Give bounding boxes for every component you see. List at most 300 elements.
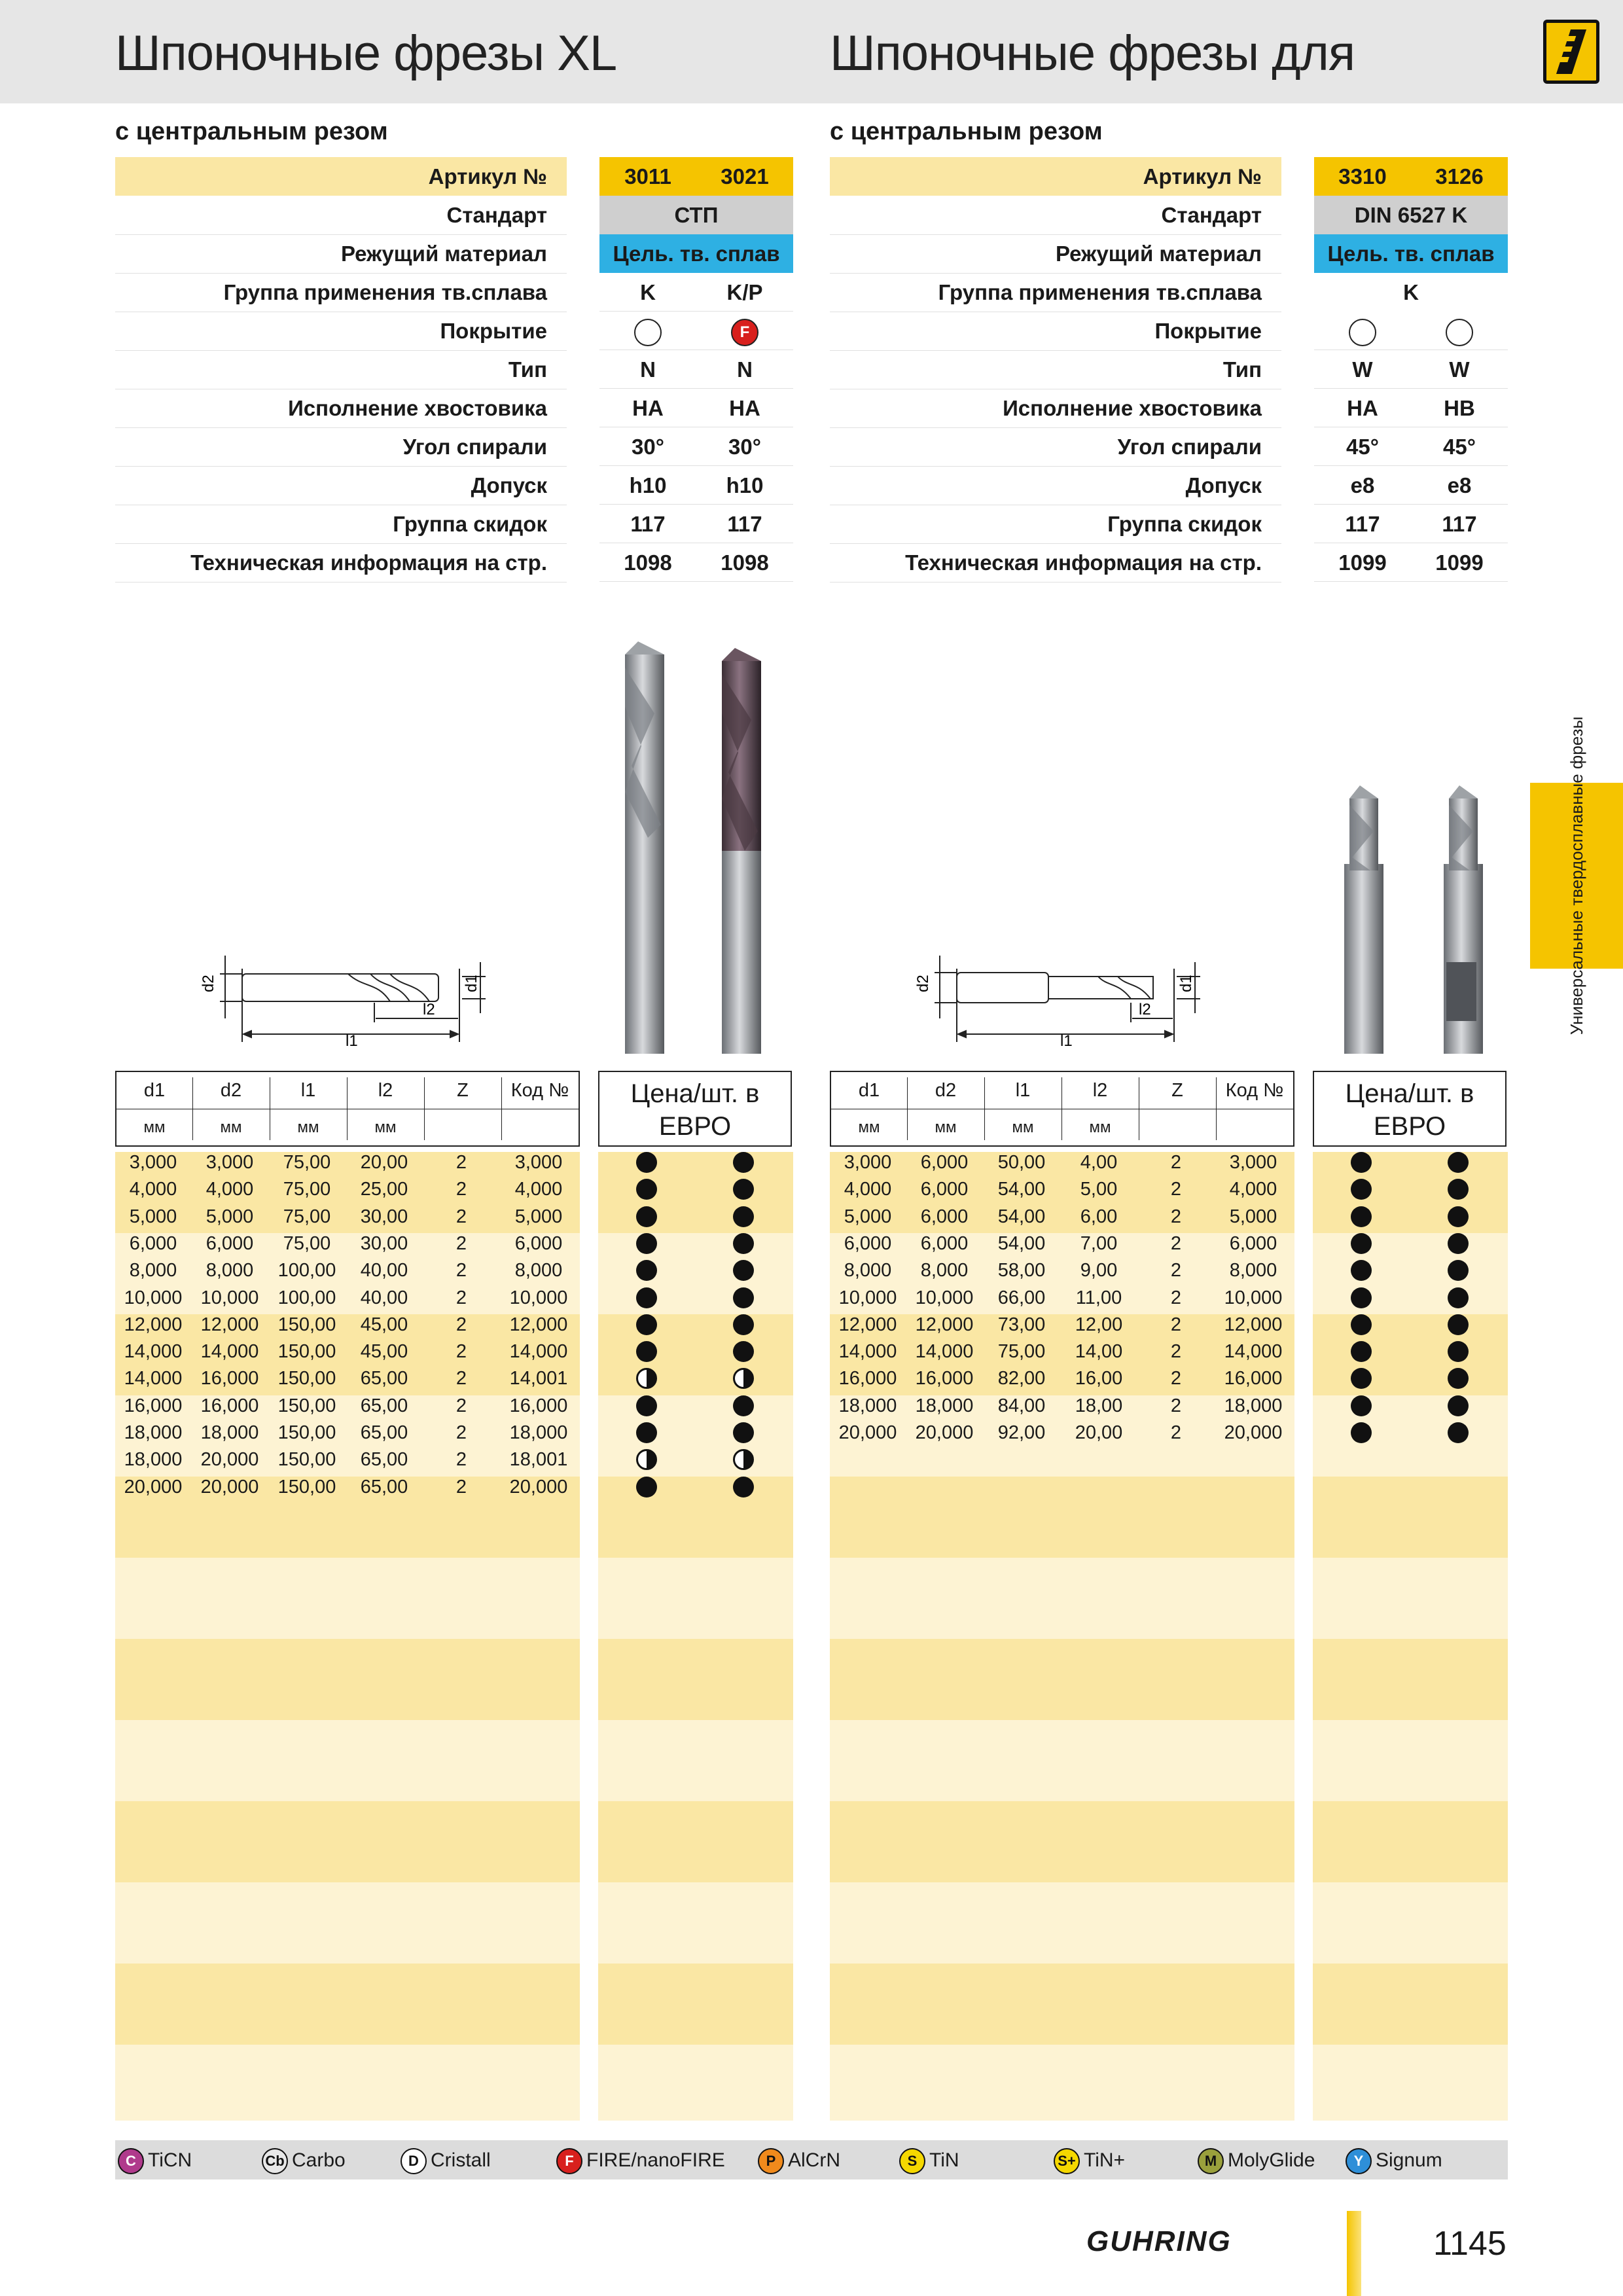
spec-row-material (830, 234, 1508, 273)
legend-label: TiCN (148, 2149, 192, 2171)
cell-z: 2 (1170, 1260, 1182, 1282)
availability-stock-icon (1351, 1422, 1372, 1443)
table-row[interactable] (830, 1365, 1294, 1392)
legend-label: FIRE/nanoFIRE (586, 2149, 725, 2171)
cell-d1: 14,000 (838, 1341, 897, 1363)
helix-value: 30° (696, 427, 793, 466)
drawing-label-l2: l2 (423, 1001, 435, 1018)
brand-logo-text: GUHRING (1086, 2225, 1232, 2257)
cell-z: 2 (455, 1152, 467, 1173)
legend-item (401, 2147, 491, 2174)
type-value: W (1314, 350, 1411, 389)
cell-z: 2 (455, 1341, 467, 1363)
spec-label: Группа скидок (830, 505, 1281, 544)
coating-ticn-icon: C (118, 2148, 144, 2174)
cell-d2: 20,000 (200, 1476, 259, 1498)
cell-d2: 10,000 (915, 1287, 974, 1308)
spec-row-tolerance (830, 466, 1508, 505)
spec-label: Стандарт (115, 196, 567, 235)
cell-d1: 6,000 (844, 1232, 892, 1254)
availability-stock-icon (733, 1233, 754, 1254)
availability-stock-icon (1351, 1314, 1372, 1335)
table-row[interactable] (115, 1338, 580, 1365)
cell-d2: 16,000 (200, 1368, 259, 1390)
article-number[interactable]: 3011 (599, 157, 696, 196)
cell-d2: 18,000 (915, 1395, 974, 1416)
table-row[interactable] (115, 1420, 580, 1446)
cell-d1: 14,000 (124, 1368, 183, 1390)
table-row[interactable] (115, 1365, 580, 1392)
cell-l1: 150,00 (277, 1341, 336, 1363)
unit-mm: мм (831, 1109, 907, 1146)
legend-item (758, 2147, 840, 2174)
appgroup-value: K/P (696, 273, 793, 312)
dimension-table-header-right (830, 1071, 1294, 1147)
unit-mm: мм (984, 1109, 1061, 1146)
table-row[interactable] (115, 1446, 580, 1473)
cell-d1: 20,000 (838, 1422, 897, 1443)
spec-label: Исполнение хвостовика (830, 389, 1281, 428)
cell-l2: 12,00 (1075, 1314, 1123, 1335)
cell-l2: 16,00 (1075, 1368, 1123, 1390)
spec-row-techpage (830, 543, 1508, 582)
availability-stock-icon (733, 1260, 754, 1281)
col-divider (907, 1077, 908, 1140)
unit-mm: мм (192, 1109, 270, 1146)
spec-label: Исполнение хвостовика (115, 389, 567, 428)
cell-z: 2 (455, 1476, 467, 1498)
cell-z: 2 (1170, 1368, 1182, 1390)
availability-stock-icon (733, 1395, 754, 1416)
type-value: N (599, 350, 696, 389)
legend-label: AlCrN (788, 2149, 840, 2171)
spec-label: Техническая информация на стр. (115, 543, 567, 583)
cell-d2: 18,000 (200, 1422, 259, 1443)
page-number: 1145 (1433, 2225, 1507, 2263)
unit-mm: мм (1061, 1109, 1139, 1146)
cell-d1: 10,000 (124, 1287, 183, 1308)
category-side-tab[interactable] (1530, 716, 1623, 1035)
cell-l1: 75,00 (283, 1206, 331, 1227)
cell-l1: 150,00 (277, 1368, 336, 1390)
cell-code: 3,000 (1229, 1152, 1277, 1173)
cell-d2: 16,000 (915, 1368, 974, 1390)
coating-cristall-icon: D (401, 2148, 427, 2174)
cell-l1: 75,00 (997, 1341, 1046, 1363)
cell-l2: 65,00 (360, 1368, 408, 1390)
cell-code: 14,000 (1224, 1341, 1283, 1363)
unit-mm: мм (116, 1109, 192, 1146)
cell-z: 2 (455, 1287, 467, 1308)
cell-z: 2 (1170, 1422, 1182, 1443)
cell-l2: 14,00 (1075, 1341, 1123, 1363)
table-row[interactable] (115, 1474, 580, 1501)
cell-code: 16,000 (509, 1395, 568, 1416)
availability-stock-icon (1351, 1152, 1372, 1173)
availability-stock-icon (1351, 1206, 1372, 1227)
drawing-label-d2: d2 (200, 975, 217, 992)
cell-d1: 3,000 (844, 1152, 892, 1173)
table-row[interactable] (115, 1393, 580, 1420)
col-header-z: Z (457, 1080, 469, 1101)
tolerance-value: e8 (1314, 466, 1411, 505)
cell-d2: 20,000 (915, 1422, 974, 1443)
cell-d1: 16,000 (124, 1395, 183, 1416)
cell-z: 2 (455, 1395, 467, 1416)
table-row[interactable] (830, 1420, 1294, 1446)
cell-z: 2 (455, 1179, 467, 1200)
cell-l2: 4,00 (1080, 1152, 1118, 1173)
spec-row-helix (830, 427, 1508, 466)
drawing-label-d1: d1 (463, 975, 480, 992)
cell-d1: 5,000 (129, 1206, 177, 1227)
legend-item (899, 2147, 959, 2174)
table-row[interactable] (830, 1176, 1294, 1203)
table-row[interactable] (830, 1257, 1294, 1284)
cell-l2: 9,00 (1080, 1260, 1118, 1282)
coating-firenanofire-icon: F (556, 2148, 582, 2174)
shank-value: HA (599, 389, 696, 427)
availability-stock-icon (1448, 1314, 1469, 1335)
coating-signum-icon: Y (1346, 2148, 1372, 2174)
col-header-d2: d2 (220, 1080, 242, 1101)
coating-tin-icon: S (899, 2148, 925, 2174)
cell-l2: 20,00 (360, 1152, 408, 1173)
cell-l2: 25,00 (360, 1179, 408, 1200)
cell-l1: 50,00 (997, 1152, 1046, 1173)
availability-stock-icon (1351, 1287, 1372, 1308)
subtitle-right: с центральным резом (830, 118, 1103, 145)
availability-stock-icon (636, 1477, 657, 1498)
table-row[interactable] (830, 1149, 1294, 1176)
legend-item (556, 2147, 725, 2174)
legend-label: Carbo (292, 2149, 346, 2171)
cell-z: 2 (455, 1422, 467, 1443)
cell-d2: 3,000 (205, 1152, 254, 1173)
cell-z: 2 (455, 1206, 467, 1227)
cell-code: 14,000 (509, 1341, 568, 1363)
cell-code: 18,001 (509, 1449, 568, 1471)
cell-code: 18,000 (1224, 1395, 1283, 1416)
cell-z: 2 (1170, 1179, 1182, 1200)
cell-d1: 10,000 (838, 1287, 897, 1308)
cell-l2: 7,00 (1080, 1232, 1118, 1254)
cell-d2: 20,000 (200, 1449, 259, 1471)
cell-code: 6,000 (514, 1232, 563, 1254)
cell-code: 5,000 (1229, 1206, 1277, 1227)
availability-stock-icon (733, 1314, 754, 1335)
availability-stock-icon (1351, 1341, 1372, 1362)
cell-d2: 5,000 (205, 1206, 254, 1227)
cell-z: 2 (1170, 1287, 1182, 1308)
appgroup-value: K (1403, 280, 1419, 304)
table-row[interactable] (830, 1204, 1294, 1230)
spec-row-article (830, 157, 1508, 196)
cell-z: 2 (1170, 1206, 1182, 1227)
table-row[interactable] (115, 1204, 580, 1230)
spec-label: Покрытие (115, 312, 567, 351)
tool-photo-uncoated (615, 641, 674, 1054)
cell-l1: 54,00 (997, 1179, 1046, 1200)
cell-code: 20,000 (509, 1476, 568, 1498)
discount-value: 117 (1411, 505, 1508, 543)
spec-label: Группа применения тв.сплава (830, 273, 1281, 312)
coating-value (1411, 312, 1508, 350)
cell-l1: 73,00 (997, 1314, 1046, 1335)
availability-stock-icon (733, 1341, 754, 1362)
legend-label: TiN (929, 2149, 959, 2171)
cell-d2: 6,000 (920, 1206, 969, 1227)
cell-l2: 45,00 (360, 1314, 408, 1335)
cell-l1: 150,00 (277, 1395, 336, 1416)
table-row[interactable] (115, 1257, 580, 1284)
coating-value (1314, 312, 1411, 350)
spec-row-standard (830, 196, 1508, 234)
availability-stock-icon (1351, 1260, 1372, 1281)
spec-label: Группа применения тв.сплава (115, 273, 567, 312)
availability-stock-icon (1448, 1233, 1469, 1254)
table-row[interactable] (830, 1312, 1294, 1338)
cell-d2: 6,000 (920, 1179, 969, 1200)
availability-stock-icon (733, 1477, 754, 1498)
spec-label: Угол спирали (830, 427, 1281, 467)
cell-l2: 5,00 (1080, 1179, 1118, 1200)
cell-l1: 150,00 (277, 1476, 336, 1498)
material-value: Цель. тв. сплав (599, 234, 793, 273)
table-row[interactable] (830, 1230, 1294, 1257)
cell-d1: 16,000 (838, 1368, 897, 1390)
availability-stock-icon (733, 1287, 754, 1308)
cell-d1: 5,000 (844, 1206, 892, 1227)
cell-z: 2 (455, 1368, 467, 1390)
spec-label: Угол спирали (115, 427, 567, 467)
availability-stock-icon (636, 1206, 657, 1227)
cell-l2: 40,00 (360, 1287, 408, 1308)
drawing-label-l2: l2 (1139, 1001, 1151, 1018)
spec-table-right (830, 157, 1508, 582)
availability-stock-icon (636, 1314, 657, 1335)
cell-d2: 8,000 (920, 1260, 969, 1282)
cell-d1: 18,000 (124, 1422, 183, 1443)
techpage-link[interactable]: 1098 (696, 543, 793, 582)
spec-row-helix (115, 427, 793, 466)
cell-l1: 66,00 (997, 1287, 1046, 1308)
cell-l2: 65,00 (360, 1422, 408, 1443)
coating-tin+-icon: S+ (1054, 2148, 1080, 2174)
footer-stripe (1347, 2211, 1361, 2296)
price-header-right: Цена/шт. в ЕВРО (1313, 1071, 1507, 1147)
uncoated-icon (1349, 319, 1376, 346)
cell-l1: 75,00 (283, 1152, 331, 1173)
shank-value: HA (1314, 389, 1411, 427)
type-value: N (696, 350, 793, 389)
discount-value: 117 (599, 505, 696, 543)
table-row[interactable] (115, 1312, 580, 1338)
spec-label: Группа скидок (115, 505, 567, 544)
cell-l1: 100,00 (277, 1260, 336, 1282)
availability-stock-icon (1448, 1287, 1469, 1308)
availability-stock-icon (636, 1422, 657, 1443)
unit-mm: мм (347, 1109, 424, 1146)
legend-label: MolyGlide (1228, 2149, 1315, 2171)
drawing-label-l1: l1 (346, 1032, 358, 1050)
cell-z: 2 (455, 1314, 467, 1335)
legend-label: Cristall (431, 2149, 491, 2171)
cell-d1: 18,000 (838, 1395, 897, 1416)
col-header-d1: d1 (858, 1080, 880, 1101)
cell-code: 16,000 (1224, 1368, 1283, 1390)
availability-stock-icon (733, 1422, 754, 1443)
techpage-link[interactable]: 1099 (1411, 543, 1508, 582)
cell-z: 2 (1170, 1152, 1182, 1173)
page-title-left: Шпоночные фрезы XL (115, 26, 617, 81)
tolerance-value: e8 (1411, 466, 1508, 505)
spec-label: Тип (830, 350, 1281, 389)
availability-stock-icon (1448, 1422, 1469, 1443)
cell-l2: 40,00 (360, 1260, 408, 1282)
cell-l2: 30,00 (360, 1206, 408, 1227)
technical-drawing-right (908, 929, 1222, 1054)
spec-row-coating (115, 312, 793, 350)
unit-mm: мм (270, 1109, 347, 1146)
cell-l1: 92,00 (997, 1422, 1046, 1443)
cell-z: 2 (455, 1232, 467, 1254)
tool-photo-ha-shank (1338, 785, 1390, 1054)
guhring-logo-icon (1543, 20, 1599, 84)
drawing-label-d1: d1 (1177, 975, 1195, 992)
legend-label: Signum (1376, 2149, 1442, 2171)
availability-stock-icon (1448, 1260, 1469, 1281)
article-number[interactable]: 3126 (1411, 157, 1508, 196)
cell-z: 2 (1170, 1341, 1182, 1363)
availability-stock-icon (733, 1152, 754, 1173)
cell-z: 2 (1170, 1314, 1182, 1335)
cell-code: 8,000 (1229, 1260, 1277, 1282)
cell-d2: 12,000 (915, 1314, 974, 1335)
cell-l1: 54,00 (997, 1232, 1046, 1254)
spec-label: Режущий материал (115, 234, 567, 274)
cell-d1: 18,000 (124, 1449, 183, 1471)
cell-code: 12,000 (1224, 1314, 1283, 1335)
cell-l1: 100,00 (277, 1287, 336, 1308)
cell-d1: 8,000 (129, 1260, 177, 1282)
table-row[interactable] (115, 1285, 580, 1312)
price-header-left: Цена/шт. в ЕВРО (598, 1071, 792, 1147)
spec-label: Стандарт (830, 196, 1281, 235)
availability-stock-icon (636, 1233, 657, 1254)
cell-code: 8,000 (514, 1260, 563, 1282)
cell-z: 2 (455, 1260, 467, 1282)
availability-stock-icon (1448, 1341, 1469, 1362)
subtitle-left: с центральным резом (115, 118, 388, 145)
cell-d2: 4,000 (205, 1179, 254, 1200)
drawing-label-l1: l1 (1060, 1032, 1073, 1050)
cell-code: 12,000 (509, 1314, 568, 1335)
dimension-table-header-left (115, 1071, 580, 1147)
cell-code: 10,000 (1224, 1287, 1283, 1308)
spec-row-type (115, 350, 793, 389)
tolerance-value: h10 (696, 466, 793, 505)
helix-value: 45° (1411, 427, 1508, 466)
table-row[interactable] (830, 1393, 1294, 1420)
cell-l2: 65,00 (360, 1449, 408, 1471)
table-row[interactable] (115, 1176, 580, 1203)
col-divider (347, 1077, 348, 1140)
standard-value: СТП (599, 196, 793, 234)
cell-d2: 14,000 (915, 1341, 974, 1363)
availability-stock-icon (1448, 1395, 1469, 1416)
table-row[interactable] (115, 1149, 580, 1176)
cell-d1: 6,000 (129, 1232, 177, 1254)
uncoated-icon (1446, 319, 1473, 346)
coating-value (599, 312, 696, 350)
spec-row-shank (115, 389, 793, 427)
spec-label: Покрытие (830, 312, 1281, 351)
spec-row-article (115, 157, 793, 196)
uncoated-icon (634, 319, 662, 346)
coating-carbo-icon: Cb (262, 2148, 288, 2174)
cell-l2: 45,00 (360, 1341, 408, 1363)
spec-row-standard (115, 196, 793, 234)
col-divider (1216, 1077, 1217, 1140)
spec-row-appgroup (115, 273, 793, 312)
cell-d2: 16,000 (200, 1395, 259, 1416)
legend-item (262, 2147, 346, 2174)
col-header-d2: d2 (935, 1080, 957, 1101)
col-divider (192, 1077, 193, 1140)
cell-d2: 10,000 (200, 1287, 259, 1308)
technical-drawing-left (194, 929, 508, 1054)
spec-label: Артикул № (115, 157, 567, 196)
table-row[interactable] (830, 1338, 1294, 1365)
cell-z: 2 (1170, 1232, 1182, 1254)
discount-value: 117 (696, 505, 793, 543)
cell-code: 4,000 (514, 1179, 563, 1200)
spec-row-appgroup (830, 273, 1508, 312)
cell-l2: 18,00 (1075, 1395, 1123, 1416)
unit-mm: мм (907, 1109, 984, 1146)
cell-code: 10,000 (509, 1287, 568, 1308)
article-number[interactable]: 3310 (1314, 157, 1411, 196)
availability-stock-icon (636, 1152, 657, 1173)
cell-code: 3,000 (514, 1152, 563, 1173)
cell-d1: 12,000 (838, 1314, 897, 1335)
col-divider (424, 1077, 425, 1140)
tolerance-value: h10 (599, 466, 696, 505)
cell-code: 6,000 (1229, 1232, 1277, 1254)
techpage-link[interactable]: 1098 (599, 543, 696, 582)
cell-d2: 8,000 (205, 1260, 254, 1282)
drawing-label-d2: d2 (914, 975, 932, 992)
cell-d1: 4,000 (844, 1179, 892, 1200)
table-row[interactable] (115, 1230, 580, 1257)
table-row[interactable] (830, 1285, 1294, 1312)
cell-d2: 6,000 (920, 1152, 969, 1173)
spec-row-discount (830, 505, 1508, 543)
material-value: Цель. тв. сплав (1314, 234, 1508, 273)
cell-l1: 150,00 (277, 1449, 336, 1471)
cell-d1: 3,000 (129, 1152, 177, 1173)
col-header-l1: l1 (1015, 1080, 1031, 1101)
cell-d2: 6,000 (205, 1232, 254, 1254)
cell-code: 4,000 (1229, 1179, 1277, 1200)
article-number[interactable]: 3021 (696, 157, 793, 196)
spec-row-material (115, 234, 793, 273)
col-header-l1: l1 (300, 1080, 316, 1101)
techpage-link[interactable]: 1099 (1314, 543, 1411, 582)
tool-photo-hb-shank (1437, 785, 1489, 1054)
legend-label: TiN+ (1084, 2149, 1126, 2171)
